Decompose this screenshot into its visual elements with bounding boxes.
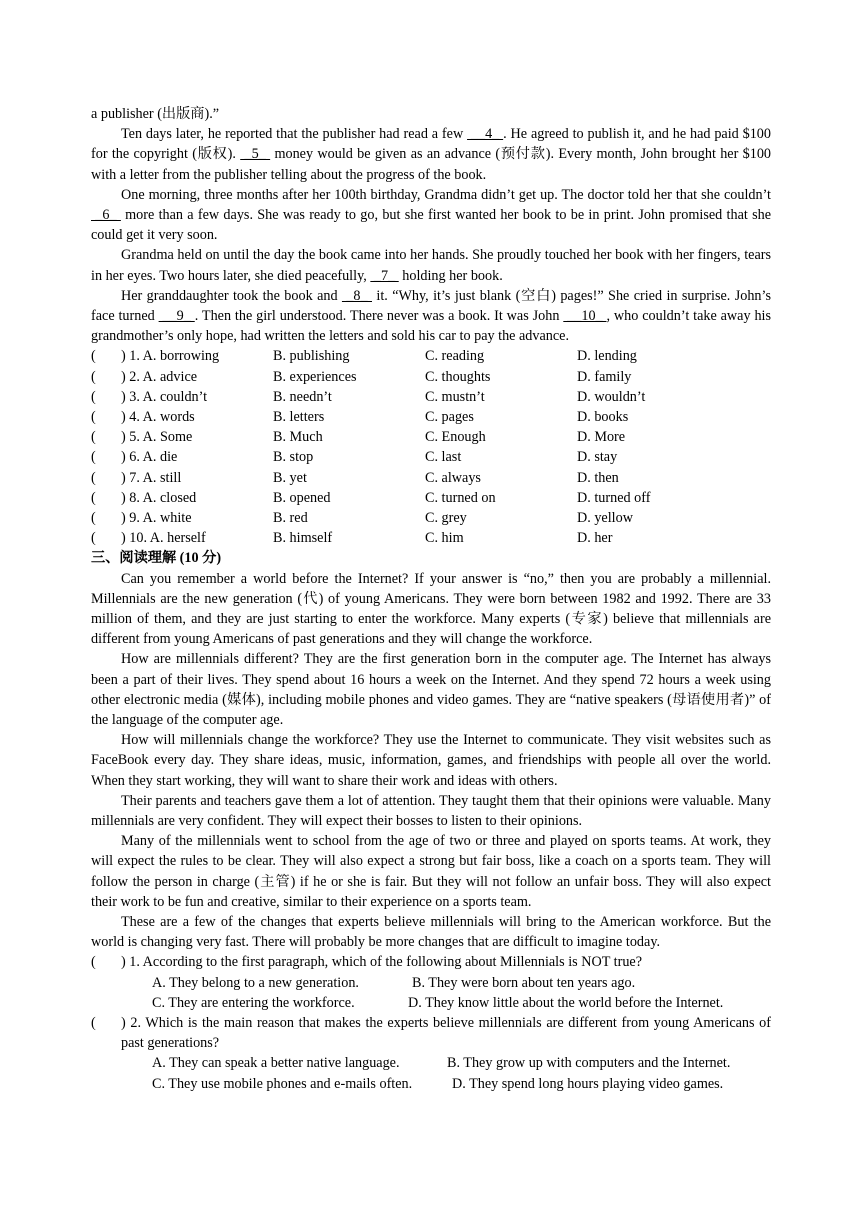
answer-paren: (: [91, 429, 96, 446]
option-a: ) 5. A. Some: [121, 429, 193, 446]
option-b: B. Much: [273, 429, 323, 446]
blank-4: __4_: [467, 126, 504, 143]
reading-paragraph-1: Can you remember a world before the Internet? If your answer is “no,” then you are probably a millennial. Millennials are the new generation (代) of young Americans. They were born between 1982 and 1992. There are 33 million of them, and they are just starting to enter the workforce. Many experts (专家) believe that millennials are different from young Americans of past generations and they will change the workforce.: [91, 570, 771, 648]
question-choices: [91, 1074, 771, 1094]
option-a: ) 9. A. white: [121, 509, 192, 526]
option-d: D. family: [577, 368, 632, 385]
cloze-text: more than a few days. She was ready to go, but she first wanted her book to be in print. John promised that she could get it very soon.: [91, 207, 772, 244]
option-d: D. lending: [577, 348, 637, 365]
question-stem: ) 2. Which is the main reason that makes the experts believe millennials are different from young Americans of past generations?: [121, 1014, 771, 1052]
cloze-text: Her granddaughter took the book and: [121, 287, 342, 304]
cloze-text: it. “Why, it’s just blank (空白) pages!” She cried in surprise. John’s face turned: [91, 287, 771, 325]
option-b: B. red: [273, 509, 308, 526]
option-d: D. books: [577, 409, 629, 425]
question-stem: ) 1. According to the first paragraph, which of the following about Millennials is NOT true?: [121, 954, 643, 971]
option-b: B. opened: [273, 489, 331, 506]
question-choices: [91, 1053, 771, 1073]
option-a: ) 6. A. die: [121, 449, 178, 466]
option-d: D. turned off: [577, 489, 651, 506]
option-a: ) 2. A. advice: [121, 368, 198, 385]
option-b: B. publishing: [273, 348, 350, 365]
option-d: D. her: [577, 530, 613, 547]
reading-question-2: [91, 1013, 771, 1053]
option-row: [91, 387, 771, 407]
option-b: B. stop: [273, 449, 314, 466]
cloze-text: . He agreed to publish it, and he had paid $100 for the copyright (版权).: [91, 126, 771, 163]
option-row: [91, 447, 771, 467]
option-a: ) 7. A. still: [121, 469, 182, 486]
answer-paren: (: [91, 489, 96, 506]
option-c: C. always: [425, 469, 481, 486]
answer-paren: (: [91, 530, 96, 547]
answer-paren: (: [91, 1014, 96, 1031]
question-choices: [91, 993, 771, 1013]
option-row: [91, 346, 771, 366]
option-a: ) 1. A. borrowing: [121, 348, 220, 365]
reading-paragraph-5: Many of the millennials went to school from the age of two or three and played on sports teams. At work, they will expect the rules to be clear. They will also expect a strong but fair boss, like a coach on a sports team. They will follow the person in charge (主管) if he or she is fair. But they will not follow an unfair boss. They will also expect their work to be fun and creative, similar to their experience on a sports team.: [91, 833, 771, 910]
answer-paren: (: [91, 954, 96, 971]
option-d: D. stay: [577, 449, 618, 466]
option-d: D. wouldn’t: [577, 388, 646, 405]
option-c: C. last: [425, 449, 462, 466]
choice-d: D. They spend long hours playing video games.: [452, 1075, 724, 1092]
cloze-text: Ten days later, he reported that the publisher had read a few: [121, 126, 468, 143]
option-c: C. grey: [425, 509, 467, 526]
choice-b: B. They were born about ten years ago.: [412, 974, 636, 991]
option-d: D. More: [577, 429, 626, 446]
cloze-paragraph-1: [91, 124, 771, 185]
cloze-text: holding her book.: [398, 267, 503, 284]
section-title: 三、阅读理解 (10 分): [91, 550, 222, 567]
blank-6: _6_: [91, 207, 121, 224]
option-c: C. reading: [425, 348, 485, 365]
choice-a: A. They can speak a better native language.: [152, 1055, 400, 1072]
choice-b: B. They grow up with computers and the Internet.: [447, 1055, 731, 1072]
cloze-paragraph-2: [91, 185, 771, 246]
choice-c: C. They use mobile phones and e-mails often.: [152, 1075, 413, 1092]
answer-paren: (: [91, 348, 96, 365]
answer-paren: (: [91, 368, 96, 385]
option-row: [91, 488, 771, 508]
option-c: C. thoughts: [425, 368, 491, 385]
option-b: B. needn’t: [273, 388, 332, 405]
choice-d: D. They know little about the world before the Internet.: [408, 994, 724, 1011]
document-page: [91, 104, 771, 1094]
option-c: C. him: [425, 530, 464, 547]
reading-paragraph-2: How are millennials different? They are the first generation born in the computer age. The Internet has always been a part of their lives. They spend about 16 hours a week on the Internet. And they spend 72 hours a week using other electronic media (媒体), including mobile phones and video games. They are “native speakers (母语使用者)” of the language of the computer age.: [91, 651, 771, 728]
blank-9: __9_: [158, 308, 195, 325]
reading-paragraph-4: Their parents and teachers gave them a lot of attention. They taught them that their opinions were valuable. Many millennials are very confident. They will expect their bosses to listen to their opinions.: [91, 792, 771, 829]
option-b: B. letters: [273, 409, 325, 425]
option-row: [91, 468, 771, 488]
answer-paren: (: [91, 409, 96, 425]
option-a: ) 8. A. closed: [121, 489, 197, 506]
option-row: [91, 367, 771, 387]
option-row: [91, 528, 771, 548]
blank-10: __10_: [563, 308, 607, 325]
answer-paren: (: [91, 449, 96, 466]
option-c: C. Enough: [425, 429, 486, 446]
option-a: ) 10. A. herself: [121, 530, 206, 547]
blank-7: _7_: [370, 267, 399, 284]
option-row: [91, 427, 771, 447]
cloze-text: One morning, three months after her 100th birthday, Grandma didn’t get up. The doctor told her that she couldn’t: [121, 186, 771, 203]
option-c: C. pages: [425, 409, 474, 425]
question-choices: [91, 973, 771, 993]
cloze-text: Grandma held on until the day the book came into her hands. She proudly touched her book with her fingers, tears in her eyes. Two hours later, she died peacefully,: [91, 247, 771, 284]
answer-paren: (: [91, 469, 96, 486]
option-d: D. yellow: [577, 509, 633, 526]
cloze-options: [91, 346, 771, 548]
option-row: [91, 407, 771, 427]
option-b: B. yet: [273, 469, 307, 486]
option-row: [91, 508, 771, 528]
reading-question-1: [91, 952, 771, 972]
cloze-line-0: a publisher (出版商).”: [91, 106, 220, 122]
option-b: B. experiences: [273, 368, 357, 385]
cloze-text: money would be given as an advance (预付款). Every month, John brought her $100 with a letter from the publisher telling about the progress of the book.: [91, 146, 772, 183]
cloze-paragraph-3: [91, 245, 771, 285]
option-d: D. then: [577, 469, 619, 486]
reading-paragraph-6: These are a few of the changes that experts believe millennials will bring to the American workforce. But the world is changing very fast. There will probably be more changes that are difficult to imagine today.: [91, 913, 771, 951]
cloze-text: , who couldn’t take away his grandmother’s only hope, had written the letters and sold his car to pay the advance.: [91, 308, 772, 345]
option-c: C. mustn’t: [425, 388, 485, 405]
choice-a: A. They belong to a new generation.: [152, 974, 359, 991]
option-c: C. turned on: [425, 489, 496, 506]
option-b: B. himself: [273, 530, 333, 547]
choice-c: C. They are entering the workforce.: [152, 994, 355, 1011]
blank-8: _8_: [341, 287, 372, 304]
option-a: ) 4. A. words: [121, 409, 195, 425]
cloze-paragraph-4: [91, 286, 771, 347]
reading-paragraph-3: How will millennials change the workforce? They use the Internet to communicate. They visit websites such as FaceBook every day. They share ideas, music, information, games, and friendships with people all over the world. When they start working, they will want to share their work and ideas with others.: [91, 732, 771, 789]
option-a: ) 3. A. couldn’t: [121, 388, 208, 405]
answer-paren: (: [91, 509, 96, 526]
answer-paren: (: [91, 388, 96, 405]
cloze-text: . Then the girl understood. There never was a book. It was John: [194, 308, 564, 325]
blank-5: _5_: [240, 146, 271, 163]
